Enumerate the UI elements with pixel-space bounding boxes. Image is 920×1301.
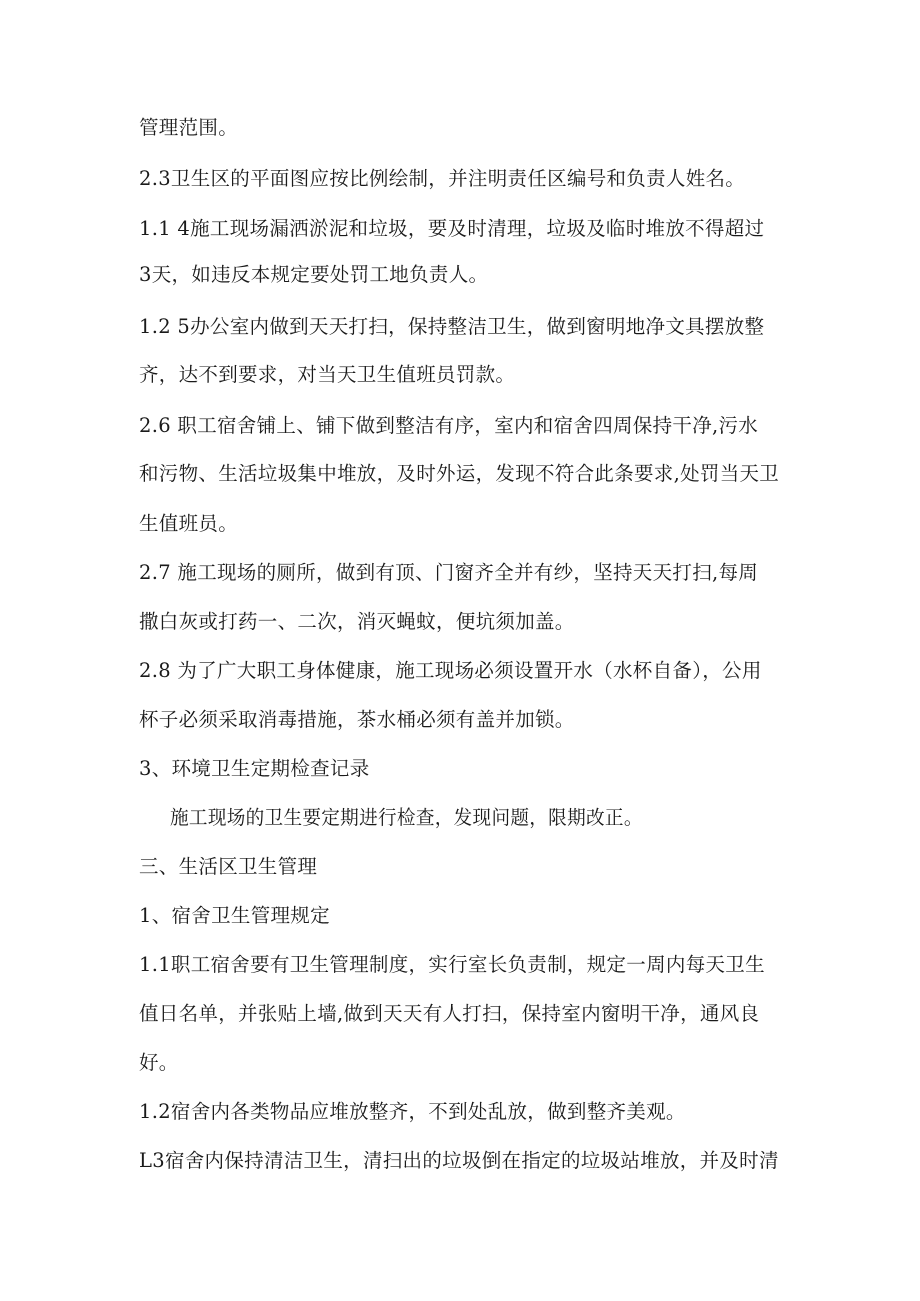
text-line-8: 和污物、生活垃圾集中堆放，及时外运，发现不符合此条要求,处罚当天卫 — [139, 462, 780, 485]
text-line-3: 1.1 4施工现场漏洒淤泥和垃圾，要及时清理，垃圾及临时堆放不得超过 — [139, 217, 765, 240]
text-line-7: 2.6 职工宿舍铺上、铺下做到整洁有序，室内和宿舍四周保持干净,污水 — [139, 414, 759, 437]
text-line-13: 杯子必须采取消毒措施，茶水桶必须有盖并加锁。 — [139, 708, 575, 731]
text-line-12: 2.8 为了广大职工身体健康，施工现场必须设置开水（水杯自备），公用 — [139, 659, 762, 682]
text-line-5: 1.2 5办公室内做到天天打扫，保持整洁卫生，做到窗明地净文具摆放整 — [139, 315, 765, 338]
text-line-6: 齐，达不到要求，对当天卫生值班员罚款。 — [139, 363, 516, 386]
text-line-15: 施工现场的卫生要定期进行检查，发现问题，限期改正。 — [170, 806, 643, 829]
text-line-21: 1.2宿舍内各类物品应堆放整齐，不到处乱放，做到整齐美观。 — [139, 1100, 686, 1123]
text-line-1: 管理范围。 — [139, 116, 239, 139]
text-line-18: 1.1职工宿舍要有卫生管理制度，实行室长负责制，规定一周内每天卫生 — [139, 953, 765, 976]
text-line-2: 2.3卫生区的平面图应按比例绘制，并注明责任区编号和负责人姓名。 — [139, 167, 746, 190]
text-line-20: 好。 — [139, 1051, 179, 1074]
section-heading-living-area: 三、生活区卫生管理 — [139, 855, 318, 878]
text-line-19: 值日名单，并张贴上墙,做到天天有人打扫，保持室内窗明干净，通风良 — [139, 1002, 760, 1025]
text-line-4: 3天，如违反本规定要处罚工地负责人。 — [139, 263, 489, 286]
section-heading-dormitory: 1、宿舍卫生管理规定 — [139, 904, 330, 927]
text-line-11: 撒白灰或打药一、二次，消灭蝇蚊，便坑须加盖。 — [139, 610, 575, 633]
text-line-22: L3宿舍内保持清洁卫生，清扫出的垃圾倒在指定的垃圾站堆放，并及时清 — [139, 1149, 779, 1172]
text-line-10: 2.7 施工现场的厕所，做到有顶、门窗齐全并有纱，坚持天天打扫,每周 — [139, 561, 759, 584]
section-heading-inspection: 3、环境卫生定期检查记录 — [139, 757, 370, 780]
text-line-9: 生值班员。 — [139, 512, 239, 535]
